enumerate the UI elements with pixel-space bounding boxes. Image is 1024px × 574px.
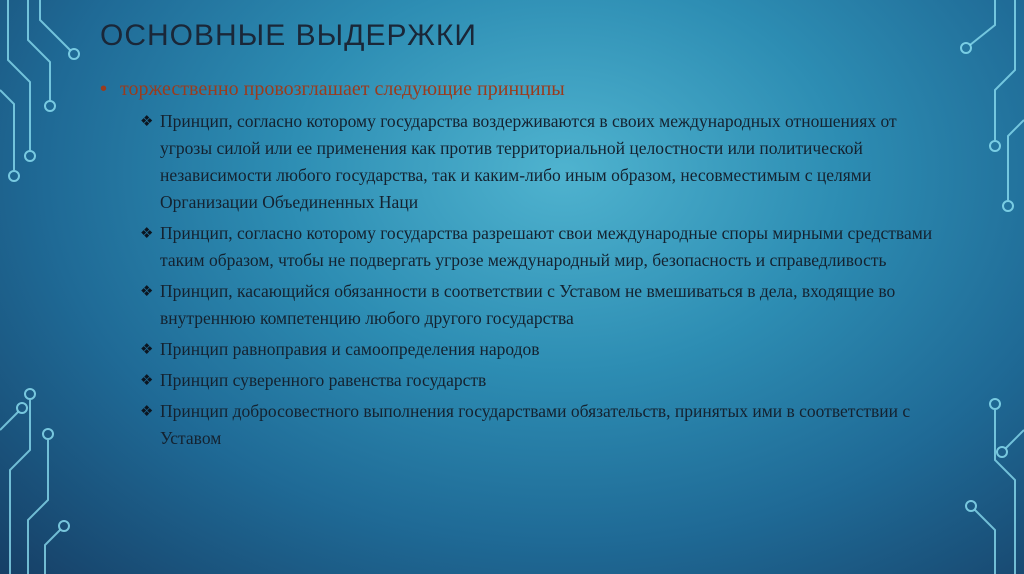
list-item [140,278,940,332]
principles-list [140,108,940,452]
list-item [140,108,940,216]
lead-item [100,74,940,104]
slide-content [100,74,940,456]
diamond-bullet-icon: ❖ [140,402,154,420]
principle-text: Принцип добросовестного выполнения государствами обязательств, принятых ими в соответствии с Уставом [160,401,911,448]
slide-title: ОСНОВНЫЕ ВЫДЕРЖКИ [100,19,477,52]
principle-text: Принцип, касающийся обязанности в соответствии с Уставом не вмешиваться в дела, входящие во внутреннюю компетенцию любого другого государства [160,281,896,328]
list-item [140,398,940,452]
lead-text: торжественно провозглашает следующие принципы [120,78,565,100]
diamond-bullet-icon: ❖ [140,371,154,389]
diamond-bullet-icon: ❖ [140,224,154,242]
list-item [140,367,940,394]
diamond-bullet-icon: ❖ [140,340,154,358]
principle-text: Принцип, согласно которому государства разрешают свои международные споры мирными средствами таким образом, чтобы не подвергать угрозе международный мир, безопасность и справедливость [160,223,933,270]
principle-text: Принцип, согласно которому государства воздерживаются в своих международных отношениях от угрозы силой или ее применения как против территориальной целостности или политической независимости любого государства, так и каким-либо иным образом, несовместимым с целями Организации Объединенных Наци [160,111,897,212]
principle-text: Принцип суверенного равенства государств [160,370,487,390]
diamond-bullet-icon: ❖ [140,282,154,300]
list-item [140,336,940,363]
list-item [140,220,940,274]
bullet-dot-icon: • [100,78,108,100]
diamond-bullet-icon: ❖ [140,112,154,130]
principle-text: Принцип равноправия и самоопределения народов [160,339,540,359]
